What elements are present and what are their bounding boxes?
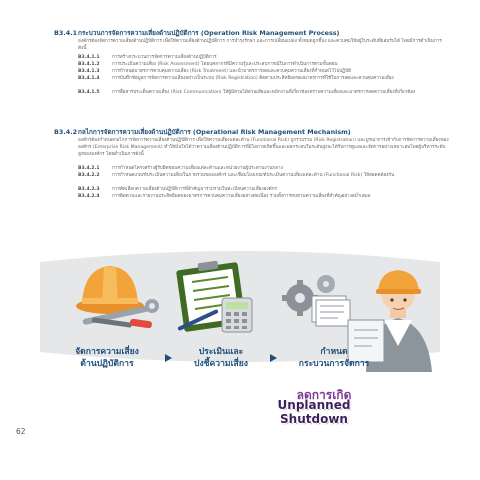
item-text: การประเมินความเสี่ยง (Risk Assessment) โดยบุคลากรที่มีความรู้และประสบการณ์ในการดำเนินการตามขั้นตอน [112, 62, 338, 67]
section-341-intro: องค์กรต้องจัดการความเสี่ยงด้านปฏิบัติการ เพื่อให้ความเสี่ยงด้านปฏิบัติการ การบำรุงรักษา และการเปลี่ยนแปลง ทั้งหมดถูกชี้บ่ง และควบคุมให้อยู่ในระดับที่ยอมรับได้ โดยมีการดำเนินการดังนี้ [78, 39, 442, 51]
step2-line1: ประเมินและ [198, 347, 244, 357]
step1-caption [52, 346, 162, 370]
page-number: 62 [16, 427, 26, 436]
item-code: B3.4.1.5 [78, 90, 100, 95]
item-text: การกำหนดมาตรการควบคุมความเสี่ยง (Risk Treatment) และนำมาตรการลดและควบคุมความเสี่ยงที่กำหนดไว้ไปปฏิบัติ [112, 69, 352, 74]
outcome-line2: Unplanned Shutdown [277, 398, 351, 426]
outcome-line1: ลดการเกิด [296, 388, 352, 402]
item-code: B3.4.1.2 [78, 62, 100, 67]
item-code: B3.4.1.3 [78, 69, 100, 74]
step1-line2: ด้านปฏิบัติการ [80, 359, 134, 369]
step2-caption [176, 346, 266, 370]
section-342-title: กลไกการจัดการความเสี่ยงด้านปฏิบัติการ (Operational Risk Management Mechanism) [78, 128, 351, 136]
item-text: การคัดเลือกความเสี่ยงด้านปฏิบัติการที่สำคัญมารวบรวมในทะเบียนความเสี่ยงองค์กร [112, 187, 277, 192]
step3-line2: กระบวนการจัดการ [298, 359, 370, 369]
section-341-number: B3.4.1 [54, 29, 78, 37]
section-342-number: B3.4.2 [54, 128, 78, 136]
item-text: การกำหนดเกณฑ์ประเมินความเสี่ยงในภาพรวมขององค์กร และเชื่อมโยงเกณฑ์ประเมินความเสี่ยงแต่ละด้าน (Functional Risk) ให้สอดคล้องกัน [112, 173, 395, 178]
step3-line1: กำหนด [320, 347, 348, 357]
item-code: B3.4.2.3 [78, 187, 100, 192]
section-342-intro: องค์กรต้องกำหนดกลไกการจัดการความเสี่ยงด้านปฏิบัติการ เพื่อให้ความเสี่ยงแต่ละด้าน (Functional Risk) ถูกรวบรวม (Risk Registration) และบูรณาการเข้ากับการจัดการความเสี่ยงขององค์กร (Enterprise Risk Management) ทำให้มั่นใจได้ว่าความเสี่ยงด้านปฏิบัติการที่มีโอกาสเกิดขึ้นและผลกระทบในระดับสูงจะได้รับการดูแลและจัดการอย่างเหมาะสมโดยผู้บริหารระดับสูงขององค์กร โดยดำเนินการดังนี้ [78, 138, 449, 157]
item-text: การสื่อสารประเด็นความเสี่ยง (Risk Communication) ให้ผู้มีส่วนได้ส่วนเสียและพนักงานที่เกี่ยวข้องทราบความเสี่ยงและมาตรการลดความเสี่ยงที่เกี่ยวข้อง [112, 90, 416, 95]
document-stack-icon [312, 296, 350, 326]
section-341-title: กระบวนการจัดการความเสี่ยงด้านปฏิบัติการ (Operation Risk Management Process) [78, 29, 340, 37]
item-code: B3.4.1.1 [78, 55, 100, 60]
item-text: การบันทึกข้อมูลการจัดการความเสี่ยงอย่างเป็นระบบ (Risk Registration) ติดตามประสิทธิผลของมาตรการที่ใช้ในการลดและควบคุมความเสี่ยง [112, 76, 394, 81]
item-code: B3.4.1.4 [78, 76, 100, 81]
calculator-icon [222, 298, 252, 332]
step1-line1: จัดการความเสี่ยง [75, 347, 139, 357]
item-text: การสร้างกระบวนการจัดการความเสี่ยงด้านปฏิบัติการ [112, 55, 217, 60]
step3-caption [282, 346, 386, 370]
item-code: B3.4.2.2 [78, 173, 100, 178]
item-text: การกำหนดโครงสร้างผู้รับผิดชอบความเสี่ยงแต่ละด้านและหน่วยงานผู้ประสานงานกลาง [112, 166, 283, 171]
item-code: B3.4.2.4 [78, 194, 100, 199]
item-text: การติดตามและรายงานประสิทธิผลของมาตรการควบคุมความเสี่ยงอย่างต่อเนื่อง รวมทั้งการทบทวนความเสี่ยงที่สำคัญอย่างสม่ำเสมอ [112, 194, 371, 199]
step2-line2: ปงชี้ความเสี่ยง [194, 359, 248, 369]
item-code: B3.4.2.1 [78, 166, 100, 171]
